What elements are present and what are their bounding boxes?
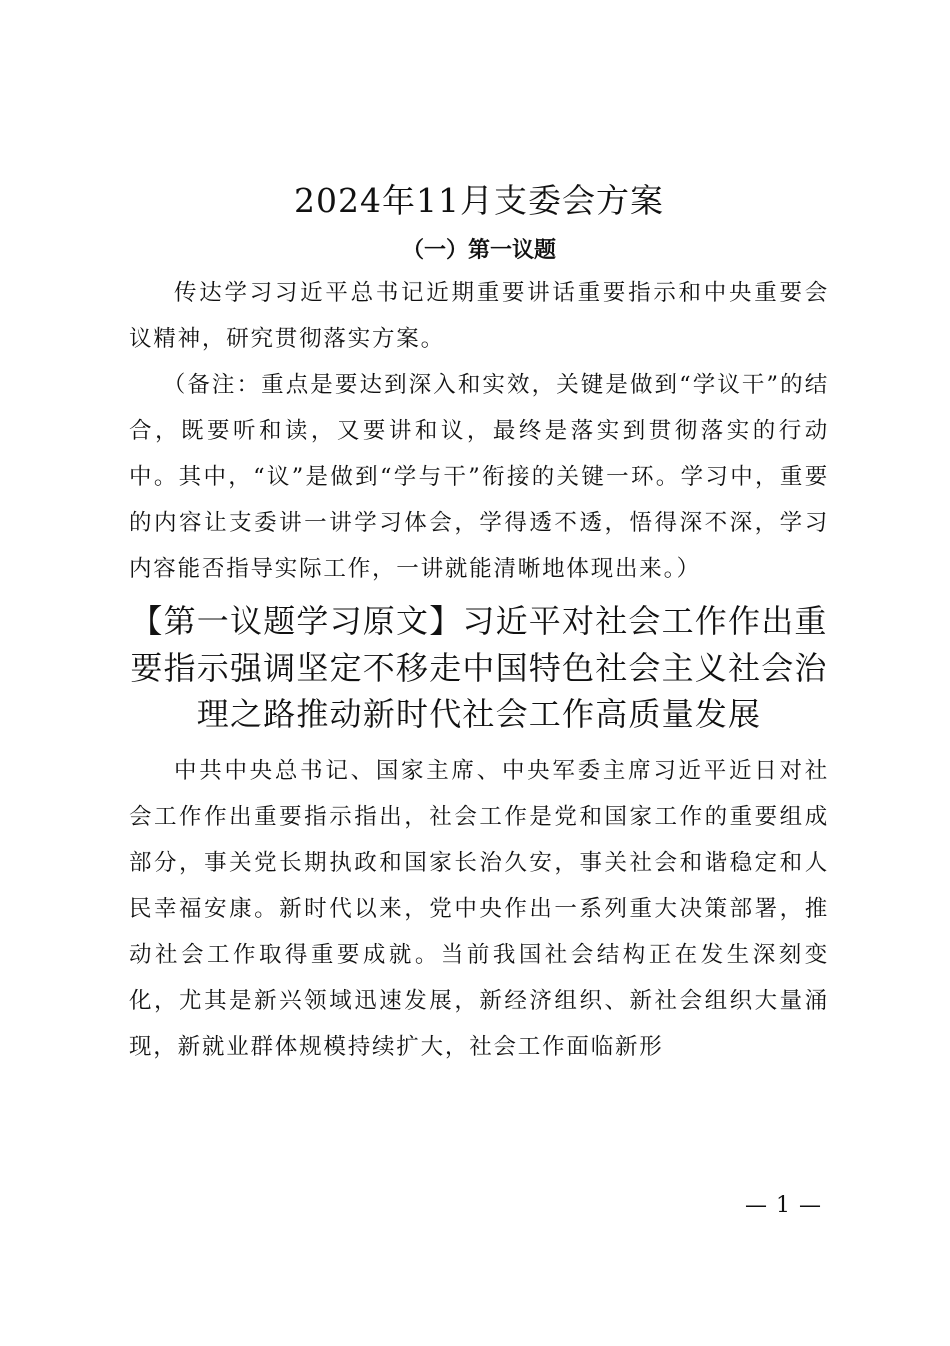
- page-number: — 1 —: [745, 1193, 822, 1218]
- note-paragraph: （备注：重点是要达到深入和实效，关键是做到“学议干”的结合，既要听和读，又要讲和议，最终是落实到贯彻落实的行动中。其中，“议”是做到“学与干”衔接的关键一环。学习中，重要的内容让支委讲一讲学习体会，学得透不透，悟得深不深，学习内容能否指导实际工作，一讲就能清晰地体现出来。）: [129, 372, 829, 582]
- intro-paragraph: 传达学习习近平总书记近期重要讲话重要指示和中央重要会议精神，研究贯彻落实方案。: [129, 280, 829, 352]
- document-body: [129, 172, 829, 1070]
- section-heading: （一）第一议题: [401, 237, 556, 263]
- article-title: 【第一议题学习原文】习近平对社会工作作出重要指示强调坚定不移走中国特色社会主义社会治理之路推动新时代社会工作高质量发展: [130, 602, 828, 733]
- document-title: 2024年11月支委会方案: [294, 181, 664, 220]
- body-paragraph: 中共中央总书记、国家主席、中央军委主席习近平近日对社会工作作出重要指示指出，社会工作是党和国家工作的重要组成部分，事关党长期执政和国家长治久安，事关社会和谐稳定和人民幸福安康。新时代以来，党中央作出一系列重大决策部署，推动社会工作取得重要成就。当前我国社会结构正在发生深刻变化，尤其是新兴领域迅速发展，新经济组织、新社会组织大量涌现，新就业群体规模持续扩大，社会工作面临新形: [129, 757, 829, 1060]
